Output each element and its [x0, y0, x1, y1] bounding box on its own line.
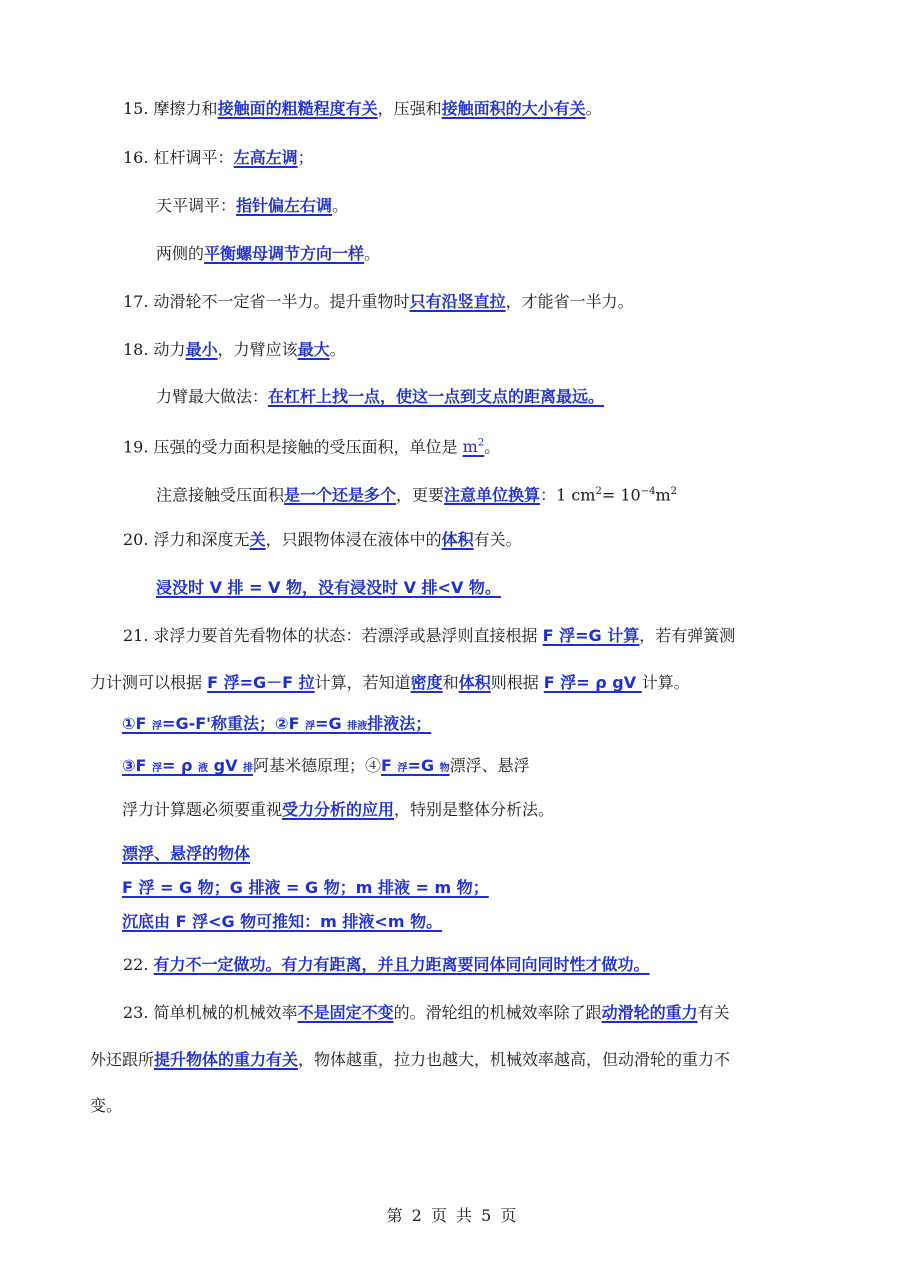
text: 压强的受力面积是接触的受压面积，单位是	[153, 437, 463, 457]
text: 。	[585, 99, 602, 118]
text: ，物体越重，拉力也越大，机械效率越高，但动滑轮的重力不	[298, 1050, 731, 1069]
highlight: 有力不一定做功。有力有距离，并且力距离要同体同向同时性才做功。	[153, 955, 650, 974]
highlight: 接触面的粗糙程度有关	[217, 99, 378, 118]
text: 天平调平：	[156, 196, 237, 215]
highlight: F 浮=G－F 拉	[207, 673, 315, 692]
text: 简单机械的机械效率	[153, 1003, 298, 1022]
highlight: F	[381, 756, 398, 775]
highlight: 体积	[458, 673, 491, 692]
item-21-method-3-4	[122, 755, 530, 780]
text: ，只跟物体浸在液体中的	[265, 530, 442, 549]
text: ：1 cm	[540, 485, 596, 505]
item-23-cont	[90, 1049, 730, 1071]
highlight: 平衡螺母调节方向一样	[204, 244, 365, 263]
text: 杠杆调平：	[153, 148, 234, 167]
item-21-cont	[90, 672, 690, 694]
text: 力臂最大做法：	[156, 387, 269, 406]
item-15	[123, 98, 602, 120]
item-23	[123, 1002, 730, 1024]
subscript: 排液	[347, 721, 368, 732]
highlight: 密度	[410, 673, 443, 692]
text: ，特别是整体分析法。	[394, 800, 555, 819]
text: 求浮力要首先看物体的状态：若漂浮或悬浮则直接根据	[153, 626, 543, 645]
highlight: 最小	[185, 340, 218, 359]
text: ，若有弹簧测	[639, 626, 736, 645]
item-number: 21.	[123, 626, 149, 645]
item-number: 20.	[123, 530, 149, 549]
item-16-balance	[156, 195, 348, 217]
subscript: 浮	[152, 763, 163, 774]
text: 有关	[697, 1003, 730, 1022]
text: 两侧的	[156, 244, 205, 263]
item-21-analysis	[122, 799, 554, 821]
highlight: ③F	[122, 756, 153, 775]
subscript: 浮	[152, 721, 163, 732]
item-21-method-1-2	[122, 713, 431, 738]
item-18	[123, 339, 346, 361]
highlight: 浸没时 V 排 = V 物，没有浸没时 V 排<V 物。	[156, 578, 501, 597]
item-21-sink	[122, 911, 442, 933]
highlight: gV	[208, 756, 244, 775]
text: ，才能省一半力。	[505, 292, 634, 311]
highlight: =G	[407, 756, 440, 775]
exponent: 2	[670, 486, 677, 497]
highlight: 左高左调	[233, 148, 298, 167]
item-16-nuts	[156, 243, 380, 265]
item-number: 22.	[123, 955, 149, 974]
highlight: 在杠杆上找一点，使这一点到支点的距离最远。	[268, 387, 605, 406]
text: 。	[364, 244, 381, 263]
highlight: 关	[249, 530, 266, 549]
highlight: =G-F'称重法；②F	[162, 714, 306, 733]
item-number: 15.	[123, 99, 149, 118]
highlight: 只有沿竖直拉	[409, 292, 506, 311]
item-21-float-eq	[122, 877, 489, 899]
highlight: F 浮= ρ gV	[543, 673, 642, 692]
item-17	[123, 291, 634, 313]
text: 变。	[90, 1096, 123, 1115]
text: m	[655, 485, 671, 505]
page-footer: 第 2 页 共 5 页	[386, 1206, 519, 1225]
item-number: 16.	[123, 148, 149, 167]
text: 动滑轮不一定省一半力。提升重物时	[153, 292, 410, 311]
item-16	[123, 147, 314, 169]
item-19	[123, 433, 500, 458]
exponent: 2	[595, 486, 602, 497]
text: ，压强和	[377, 99, 442, 118]
subscript: 浮	[397, 763, 408, 774]
text: 浮力和深度无	[153, 530, 250, 549]
item-20	[123, 529, 522, 551]
highlight: =G	[315, 714, 348, 733]
text: ；	[297, 148, 314, 167]
highlight: F 浮 = G 物；G 排液 = G 物；m 排液 = m 物；	[122, 878, 489, 897]
text: 。	[332, 196, 349, 215]
text: 动力	[153, 340, 186, 359]
highlight: F 浮=G 计算	[542, 626, 640, 645]
text: 。	[329, 340, 346, 359]
highlight: 提升物体的重力有关	[154, 1050, 299, 1069]
text: ，更要	[396, 485, 445, 505]
text: 。	[484, 437, 501, 457]
highlight: = ρ	[162, 756, 199, 775]
item-number: 23.	[123, 1003, 149, 1022]
subscript: 液	[198, 763, 209, 774]
text: 漂浮、悬浮	[449, 756, 530, 775]
item-22	[123, 954, 650, 976]
text: 和	[442, 673, 459, 692]
text: = 10	[601, 485, 641, 505]
highlight: 排液法；	[367, 714, 432, 733]
item-23-end	[90, 1095, 122, 1117]
item-number: 19.	[123, 437, 149, 457]
highlight: 动滑轮的重力	[601, 1003, 698, 1022]
text: 浮力计算题必须要重视	[122, 800, 283, 819]
highlight: 不是固定不变	[297, 1003, 394, 1022]
text: 阿基米德原理；④	[253, 756, 382, 775]
item-number: 18.	[123, 340, 149, 359]
item-18-method	[156, 386, 604, 408]
highlight: 指针偏左右调	[236, 196, 333, 215]
highlight: 沉底由 F 浮<G 物可推知：m 排液<m 物。	[122, 912, 443, 931]
subscript: 排	[243, 763, 254, 774]
text: 力计测可以根据	[90, 673, 208, 692]
item-number: 17.	[123, 292, 149, 311]
text: 摩擦力和	[153, 99, 218, 118]
highlight	[463, 437, 485, 456]
unit-exponent: 2	[477, 438, 485, 449]
highlight: 是一个还是多个	[284, 485, 397, 505]
text: 计算，若知道	[314, 673, 411, 692]
highlight: 漂浮、悬浮的物体	[122, 844, 251, 863]
highlight: ①F	[122, 714, 153, 733]
text: 的。滑轮组的机械效率除了跟	[393, 1003, 602, 1022]
highlight: 受力分析的应用	[282, 800, 395, 819]
item-21	[123, 625, 735, 647]
item-20-volume	[156, 577, 501, 599]
text: ，力臂应该	[217, 340, 298, 359]
highlight: 注意单位换算	[444, 485, 541, 505]
text: 外还跟所	[90, 1050, 155, 1069]
highlight: 最大	[297, 340, 330, 359]
item-19-note	[156, 481, 677, 506]
subscript: 物	[439, 763, 450, 774]
highlight: 接触面积的大小有关	[441, 99, 586, 118]
exponent: −4	[640, 486, 656, 497]
highlight: 体积	[441, 530, 474, 549]
subscript: 浮	[305, 721, 316, 732]
text: 有关。	[473, 530, 522, 549]
unit-text: m	[462, 437, 478, 457]
text: 计算。	[641, 673, 690, 692]
item-21-floating	[122, 843, 250, 865]
text: 则根据	[490, 673, 544, 692]
text: 注意接触受压面积	[156, 485, 285, 505]
